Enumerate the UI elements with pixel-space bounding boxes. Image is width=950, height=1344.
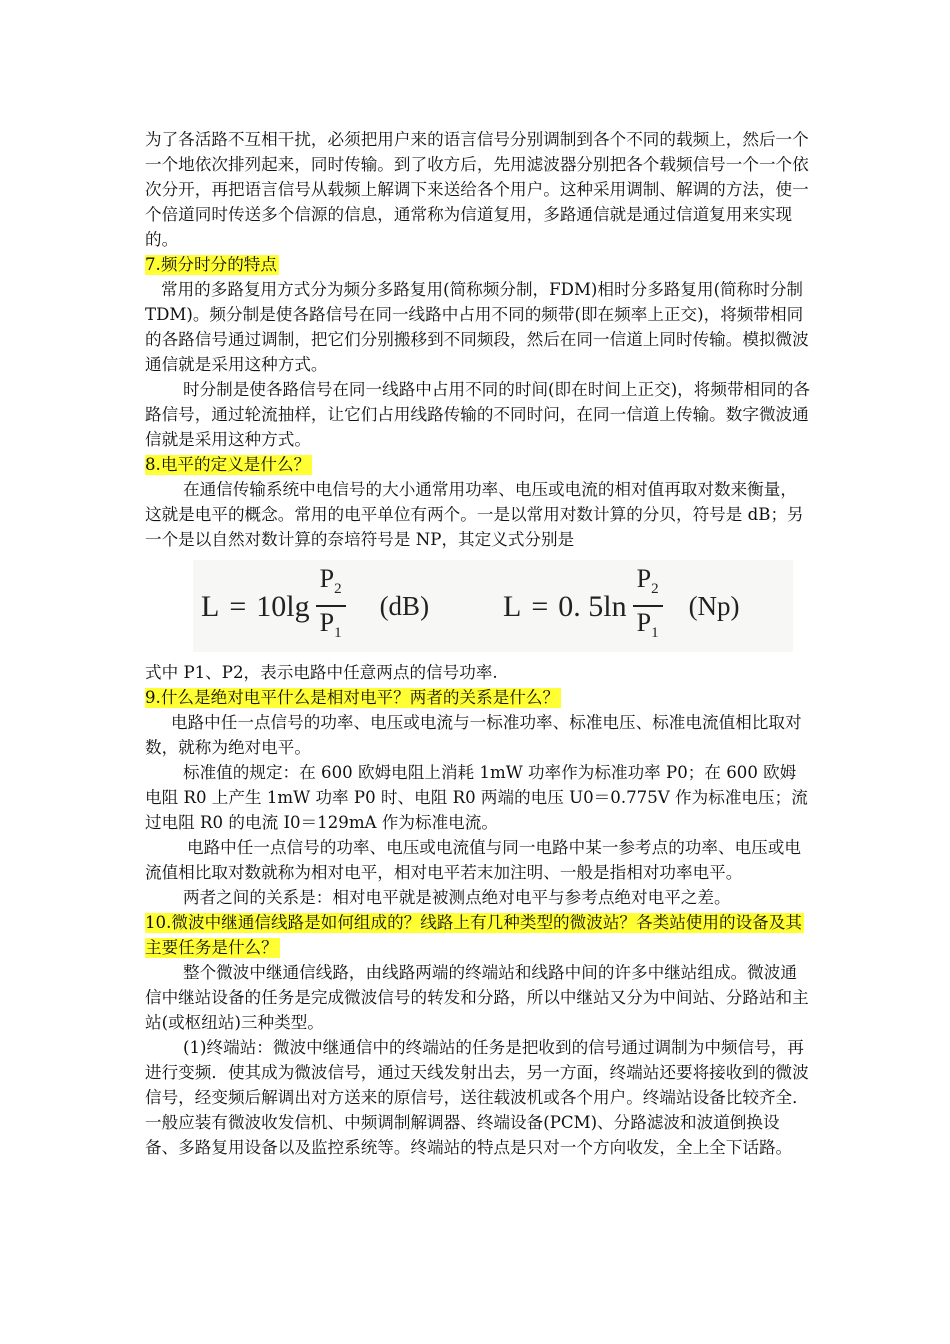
heading-10-text: 10.微波中继通信线路是如何组成的？线路上有几种类型的微波站？各类站使用的设备及其主要任务是什么？ bbox=[145, 913, 802, 957]
formula-db-unit: (dB) bbox=[379, 590, 430, 621]
paragraph-10a: 整个微波中继通信线路，由线路两端的终端站和线路中间的许多中继站组成。微波通信中继站设备的任务是完成微波信号的转发和分路，所以中继站又分为中间站、分路站和主站(或枢纽站)三种类型。 bbox=[145, 963, 809, 1032]
formula-db-numerator bbox=[316, 563, 346, 605]
formula-db-num-p: P bbox=[319, 563, 335, 593]
formula-db-den-p: P bbox=[319, 608, 335, 637]
heading-9 bbox=[145, 685, 810, 710]
heading-8-text: 8.电平的定义是什么？ bbox=[145, 455, 311, 474]
formula-db-num-sub: 2 bbox=[334, 581, 342, 597]
formula-np-numerator bbox=[633, 563, 663, 605]
heading-7-text: 7.频分时分的特点 bbox=[145, 255, 277, 274]
formula-np-den-p: P bbox=[636, 608, 652, 637]
formula-db-coef: 10lg bbox=[256, 589, 310, 623]
paragraph-7a: 常用的多路复用方式分为频分多路复用(简称频分制，FDM)相时分多路复用(简称时分制 TDM)。频分制是使各路信号在同一线路中占用不同的频带(即在频率上正交)，将频带相同的各路信号通过调制，把它们分别搬移到不同频段，然后在同一信道上同时传输。模拟微波通信就是采用这种方式。 bbox=[145, 280, 809, 374]
paragraph-9d: 两者之间的关系是：相对电平就是被测点绝对电平与参考点绝对电平之差。 bbox=[183, 888, 731, 907]
formula-np-num-sub: 2 bbox=[651, 581, 659, 597]
paragraph-8a: 在通信传输系统中电信号的大小通常用功率、电压或电流的相对值再取对数来衡量，这就是电平的概念。常用的电平单位有两个。一是以常用对数计算的分贝，符号是 dB；另一个是以自然对数计算的奈培符号是 NP，其定义式分别是 bbox=[145, 480, 804, 549]
formula-np-num-p: P bbox=[636, 563, 652, 593]
paragraph-10b: (1)终端站：微波中继通信中的终端站的任务是把收到的信号通过调制为中频信号，再进行变频．使其成为微波信号，通过天线发射出去，另一方面，终端站还要将接收到的微波信号，经变频后解调出对方送来的原信号，送往载波机或各个用户。终端站设备比较齐全．一般应装有微波收发信机、中频调制解调器、终端设备(PCM)、分路滤波和波道倒换设备、多路复用设备以及监控系统等。终端站的特点是只对一个方向收发，全上全下话路。 bbox=[145, 1038, 809, 1157]
formula-block bbox=[145, 552, 810, 660]
formula-db-fraction bbox=[316, 563, 346, 649]
formula-db-lhs: L bbox=[201, 589, 220, 623]
document-page bbox=[145, 127, 810, 1160]
formula-db-den-sub: 1 bbox=[334, 625, 342, 642]
paragraph-intro: 为了各活路不互相干扰，必须把用户来的语言信号分别调制到各个不同的载频上，然后一个一个地依次排列起来，同时传输。到了收方后，先用滤波器分别把各个载频信号一个一个依次分开，再把语言信号从载频上解调下来送给各个用户。这种采用调制、解调的方法，使一个倍道同时传送多个信源的信息，通常称为信道复用，多路通信就是通过信道复用来实现的。 bbox=[145, 130, 809, 249]
paragraph-9b: 标准值的规定：在 600 欧姆电阻上消耗 1mW 功率作为标准功率 P0；在 600 欧姆电阻 R0 上产生 1mW 功率 P0 时、电阻 R0 两端的电压 U0＝0.775V 作为标准电压；流过电阻 R0 的电流 I0＝129mA 作为标准电流。 bbox=[145, 763, 808, 832]
formula-db-denominator bbox=[316, 607, 346, 649]
formula-np-unit: (Np) bbox=[688, 590, 740, 621]
heading-9-text: 9.什么是绝对电平什么是相对电平？两者的关系是什么？ bbox=[145, 688, 560, 707]
paragraph-7b: 时分制是使各路信号在同一线路中占用不同的时间(即在时间上正交)，将频带相同的各路信号，通过轮流抽样，让它们占用线路传输的不同时问，在同一信道上传输。数字微波通信就是采用这种方式。 bbox=[145, 380, 810, 449]
formula-np-den-sub: 1 bbox=[651, 625, 659, 642]
heading-10 bbox=[145, 910, 810, 960]
formula-np-coef: 0. 5ln bbox=[558, 589, 627, 623]
paragraph-9a: 电路中任一点信号的功率、电压或电流与一标准功率、标准电压、标准电流值相比取对数，就称为绝对电平。 bbox=[145, 713, 802, 757]
paragraph-9c: 电路中任一点信号的功率、电压或电流值与同一电路中某一参考点的功率、电压或电流值相比取对数就称为相对电平，相对电平若末加注明、一般是指相对功率电平。 bbox=[145, 838, 801, 882]
formula-np-equals: = bbox=[531, 589, 549, 623]
level-formula-image bbox=[193, 560, 793, 652]
formula-db bbox=[201, 560, 429, 652]
formula-np-lhs: L bbox=[503, 589, 522, 623]
formula-np-denominator bbox=[633, 607, 663, 649]
formula-db-equals: = bbox=[229, 589, 247, 623]
heading-7 bbox=[145, 252, 810, 277]
paragraph-8b: 式中 P1、P2，表示电路中任意两点的信号功率. bbox=[145, 663, 498, 682]
heading-8 bbox=[145, 452, 810, 477]
formula-np bbox=[503, 560, 740, 652]
formula-np-fraction bbox=[633, 563, 663, 649]
